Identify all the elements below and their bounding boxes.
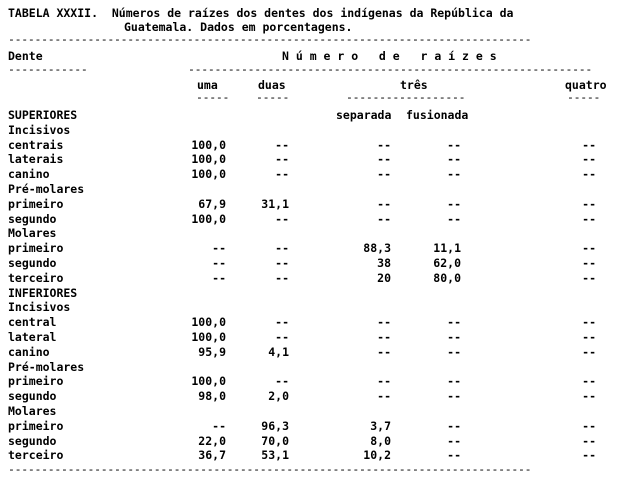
cell-fusionada: -- <box>447 389 461 404</box>
cell-duas: 2,0 <box>268 389 289 404</box>
row-label: lateral <box>8 330 57 344</box>
cell-separada: -- <box>377 330 391 344</box>
cell-fusionada: 80,0 <box>433 270 461 285</box>
row-label: primeiro <box>8 241 64 256</box>
cell-quatro: -- <box>582 433 596 448</box>
cell-uma: 100,0 <box>191 315 226 330</box>
cell-separada: 20 <box>377 270 391 285</box>
col-header-quatro: quatro <box>565 78 607 92</box>
cell-duas: -- <box>275 152 289 167</box>
dente-rule: ------------ <box>8 62 88 76</box>
cell-separada: -- <box>377 167 391 182</box>
cell-quatro: -- <box>582 211 596 226</box>
cell-fusionada: -- <box>447 315 461 330</box>
cell-quatro: -- <box>582 196 596 211</box>
cell-separada: -- <box>377 374 391 389</box>
top-rule: ------------------------------------------------------------------------------- <box>8 32 532 46</box>
cell-separada: -- <box>377 389 391 404</box>
cell-fusionada: -- <box>447 433 461 448</box>
cell-duas: -- <box>275 270 289 285</box>
col-header-duas: duas <box>258 78 286 92</box>
cell-duas: 53,1 <box>261 448 289 463</box>
sub-header-fusionada: fusionada <box>406 108 469 122</box>
cell-uma: -- <box>212 241 226 256</box>
cell-separada: 38 <box>377 256 391 270</box>
row-label: laterais <box>8 152 64 167</box>
row-label: primeiro <box>8 196 64 211</box>
cell-uma: 67,9 <box>198 196 226 211</box>
cell-fusionada: -- <box>447 196 461 211</box>
cell-separada: -- <box>377 344 391 359</box>
row-label: segundo <box>8 256 57 270</box>
cell-uma: 36,7 <box>198 448 226 463</box>
duas-rule: ----- <box>256 90 290 104</box>
cell-uma: 100,0 <box>191 167 226 182</box>
cell-separada: 3,7 <box>370 418 391 433</box>
cell-separada: -- <box>377 137 391 152</box>
cell-quatro: -- <box>582 137 596 152</box>
cell-quatro: -- <box>582 315 596 330</box>
cell-fusionada: -- <box>447 418 461 433</box>
row-label: segundo <box>8 389 57 404</box>
cell-quatro: -- <box>582 241 596 256</box>
row-label: terceiro <box>8 270 64 285</box>
cell-duas: -- <box>275 374 289 389</box>
section-label: INFERIORES <box>8 285 78 300</box>
cell-fusionada: -- <box>447 211 461 226</box>
row-label: primeiro <box>8 374 64 389</box>
group-label: Molares <box>8 404 57 418</box>
cell-fusionada: -- <box>447 167 461 182</box>
uma-rule: ----- <box>196 90 230 104</box>
cell-uma: 100,0 <box>191 374 226 389</box>
cell-quatro: -- <box>582 448 596 463</box>
cell-uma: 100,0 <box>191 211 226 226</box>
cell-quatro: -- <box>582 167 596 182</box>
cell-quatro: -- <box>582 374 596 389</box>
table-title-line1: TABELA XXXII. Números de raízes dos dentes dos indígenas da República da <box>8 6 514 20</box>
cell-quatro: -- <box>582 389 596 404</box>
cell-fusionada: -- <box>447 152 461 167</box>
cell-duas: -- <box>275 137 289 152</box>
cell-fusionada: 62,0 <box>433 256 461 270</box>
table-title-line2: Guatemala. Dados em porcentagens. <box>124 20 353 34</box>
row-label: central <box>8 315 57 330</box>
row-label: segundo <box>8 211 57 226</box>
cell-separada: 8,0 <box>370 433 391 448</box>
cell-duas: 31,1 <box>261 196 289 211</box>
row-label: centrais <box>8 137 64 152</box>
cell-fusionada: -- <box>447 448 461 463</box>
cell-quatro: -- <box>582 256 596 270</box>
cell-uma: 22,0 <box>198 433 226 448</box>
row-label: primeiro <box>8 418 64 433</box>
dente-header: Dente <box>8 49 43 63</box>
cell-duas: 70,0 <box>261 433 289 448</box>
cell-uma: 98,0 <box>198 389 226 404</box>
bottom-rule: ------------------------------------------------------------------------------- <box>8 462 532 476</box>
cell-quatro: -- <box>582 330 596 344</box>
cell-duas: -- <box>275 167 289 182</box>
row-label: canino <box>8 344 50 359</box>
tres-rule: ------------------ <box>346 90 466 104</box>
group-rule: ------------------------------------------------------------- <box>188 62 593 76</box>
group-label: Pré-molares <box>8 359 85 374</box>
col-header-uma: uma <box>197 78 218 92</box>
cell-duas: -- <box>275 315 289 330</box>
cell-duas: -- <box>275 211 289 226</box>
cell-duas: 4,1 <box>268 344 289 359</box>
cell-uma: 100,0 <box>191 330 226 344</box>
section-label: SUPERIORES <box>8 108 78 122</box>
cell-quatro: -- <box>582 344 596 359</box>
cell-uma: -- <box>212 418 226 433</box>
cell-separada: -- <box>377 315 391 330</box>
group-label: Molares <box>8 226 57 241</box>
cell-separada: 10,2 <box>363 448 391 463</box>
cell-quatro: -- <box>582 418 596 433</box>
quatro-rule: ----- <box>567 90 601 104</box>
cell-uma: 100,0 <box>191 152 226 167</box>
cell-duas: -- <box>275 241 289 256</box>
row-label: canino <box>8 167 50 182</box>
row-label: segundo <box>8 433 57 448</box>
cell-duas: 96,3 <box>261 418 289 433</box>
cell-quatro: -- <box>582 152 596 167</box>
cell-separada: -- <box>377 152 391 167</box>
cell-separada: 88,3 <box>363 241 391 256</box>
group-label: Pré-molares <box>8 182 85 196</box>
cell-quatro: -- <box>582 270 596 285</box>
cell-uma: -- <box>212 270 226 285</box>
cell-duas: -- <box>275 256 289 270</box>
row-label: terceiro <box>8 448 64 463</box>
cell-fusionada: -- <box>447 137 461 152</box>
group-label: Incisivos <box>8 122 71 137</box>
cell-uma: -- <box>212 256 226 270</box>
cell-uma: 95,9 <box>198 344 226 359</box>
group-header: N ú m e r o d e r a í z e s <box>282 49 497 63</box>
cell-separada: -- <box>377 196 391 211</box>
col-header-tres: três <box>400 78 428 92</box>
cell-fusionada: 11,1 <box>433 241 461 256</box>
cell-uma: 100,0 <box>191 137 226 152</box>
cell-fusionada: -- <box>447 374 461 389</box>
cell-separada: -- <box>377 211 391 226</box>
cell-fusionada: -- <box>447 330 461 344</box>
cell-fusionada: -- <box>447 344 461 359</box>
sub-header-separada: separada <box>336 108 392 122</box>
cell-duas: -- <box>275 330 289 344</box>
group-label: Incisivos <box>8 300 71 315</box>
